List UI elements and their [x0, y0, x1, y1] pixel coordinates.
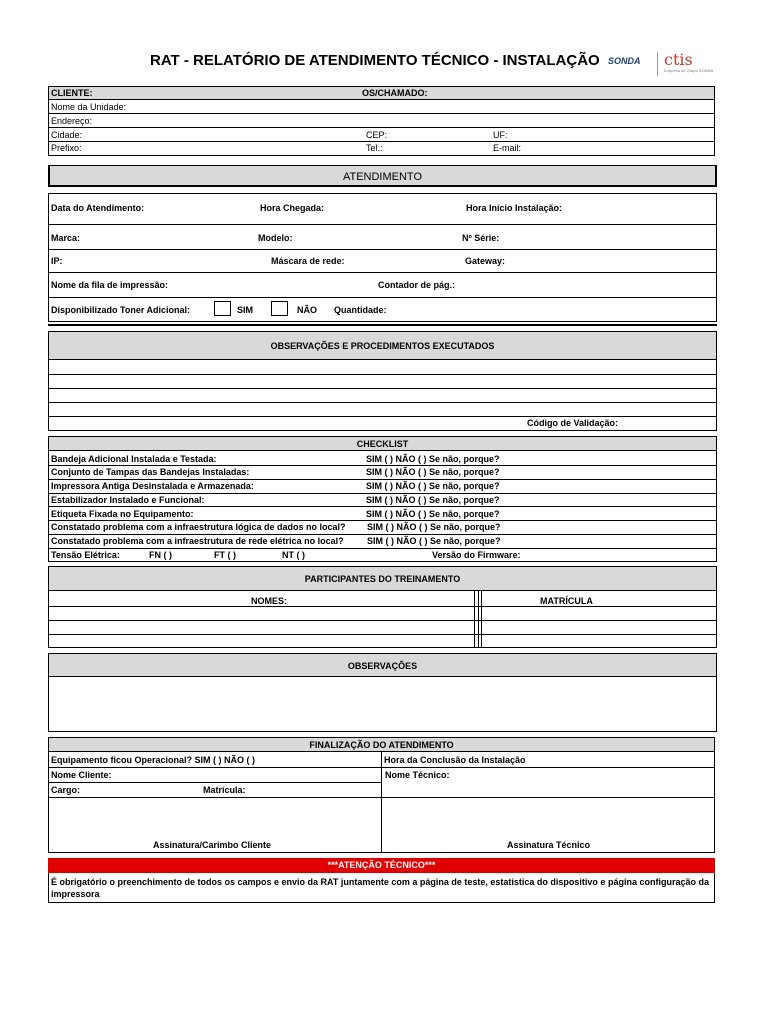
page-title: RAT - RELATÓRIO DE ATENDIMENTO TÉCNICO - INSTALAÇÃO — [150, 52, 600, 69]
checklist-item-options[interactable]: SIM ( ) NÃO ( ) Se não, porque? — [366, 454, 500, 464]
registration-column-header: MATRÍCULA — [540, 596, 593, 606]
date-label: Data do Atendimento: — [51, 203, 145, 213]
ft-field[interactable]: FT ( ) — [214, 550, 236, 560]
prefix-label: Prefixo: — [51, 143, 82, 153]
checklist-item-options[interactable]: SIM ( ) NÃO ( ) Se não, porque? — [366, 481, 500, 491]
quantity-label: Quantidade: — [334, 305, 387, 315]
toner-no-label: NÃO — [297, 305, 317, 315]
checklist-item-label: Conjunto de Tampas das Bandejas Instaladas: — [51, 467, 250, 477]
checklist-header: CHECKLIST — [48, 436, 717, 451]
observations-textarea[interactable] — [48, 677, 717, 732]
position-label: Cargo: — [51, 785, 80, 795]
attention-text: É obrigatório o preenchimento de todos os campos e envio da RAT juntamente com a página de teste, estatística do dispositivo e página configuração da impressora — [51, 877, 709, 899]
finalization-header: FINALIZAÇÃO DO ATENDIMENTO — [48, 737, 715, 752]
client-name-label: Nome Cliente: — [51, 770, 112, 780]
checklist-item-options[interactable]: SIM ( ) NÃO ( ) Se não, porque? — [366, 495, 500, 505]
page-counter-label: Contador de pág.: — [378, 280, 455, 290]
install-start-label: Hora Início Instalação: — [466, 203, 563, 213]
gateway-label: Gateway: — [465, 256, 506, 266]
netmask-label: Máscara de rede: — [271, 256, 345, 266]
uf-label: UF: — [493, 130, 508, 140]
logo-divider — [657, 52, 658, 76]
brand-label: Marca: — [51, 233, 81, 243]
nt-field[interactable]: NT ( ) — [282, 550, 305, 560]
checklist-item-options[interactable]: SIM ( ) NÃO ( ) Se não, porque? — [367, 536, 501, 546]
operational-question[interactable]: Equipamento ficou Operacional? SIM ( ) NÃO ( ) — [51, 755, 256, 765]
sonda-logo: SONDA — [608, 56, 641, 66]
model-label: Modelo: — [258, 233, 293, 243]
checklist-item-label: Bandeja Adicional Instalada e Testada: — [51, 454, 217, 464]
technician-signature-label: Assinatura Técnico — [507, 840, 591, 850]
address-label: Endereço: — [51, 116, 93, 126]
tel-label: Tel.: — [366, 143, 383, 153]
os-label: OS/CHAMADO: — [362, 88, 428, 98]
conclusion-time-label: Hora da Conclusão da Instalação — [384, 755, 526, 765]
unit-name-label: Nome da Unidade: — [51, 102, 127, 112]
arrival-time-label: Hora Chegada: — [260, 203, 325, 213]
procedures-header: OBSERVAÇÕES E PROCEDIMENTOS EXECUTADOS — [48, 331, 717, 360]
checklist-item-options[interactable]: SIM ( ) NÃO ( ) Se não, porque? — [366, 509, 500, 519]
training-header: PARTICIPANTES DO TREINAMENTO — [48, 566, 717, 591]
toner-label: Disponibilizado Toner Adicional: — [51, 305, 190, 315]
toner-yes-label: SIM — [237, 305, 254, 315]
technician-name-label: Nome Técnico: — [385, 770, 450, 780]
checklist-item-options[interactable]: SIM ( ) NÃO ( ) Se não, porque? — [367, 522, 501, 532]
observations-header: OBSERVAÇÕES — [48, 653, 717, 677]
checklist-item-options[interactable]: SIM ( ) NÃO ( ) Se não, porque? — [366, 467, 500, 477]
ip-label: IP: — [51, 256, 63, 266]
checklist-item-label: Etiqueta Fixada no Equipamento: — [51, 509, 194, 519]
firmware-label: Versão do Firmware: — [432, 550, 521, 560]
checklist-item-label: Impressora Antiga Desinstalada e Armazenada: — [51, 481, 254, 491]
atendimento-header: ATENDIMENTO — [48, 165, 717, 187]
print-queue-label: Nome da fila de impressão: — [51, 280, 169, 290]
cep-label: CEP: — [366, 130, 388, 140]
ctis-logo: ctis — [664, 50, 693, 69]
checklist-item-label: Constatado problema com a infraestrutura de rede elétrica no local? — [51, 536, 344, 546]
validation-code-label: Código de Validação: — [527, 418, 619, 428]
voltage-label: Tensão Elétrica: — [51, 550, 120, 560]
city-label: Cidade: — [51, 130, 83, 140]
names-column-header: NOMES: — [251, 596, 287, 606]
email-label: E-mail: — [493, 143, 522, 153]
toner-yes-checkbox[interactable] — [214, 301, 231, 316]
serial-label: Nº Série: — [462, 233, 500, 243]
client-signature-label: Assinatura/Carimbo Cliente — [153, 840, 272, 850]
client-label: CLIENTE: — [51, 88, 93, 98]
attention-banner: ***ATENÇÃO TÉCNICO*** — [48, 858, 715, 873]
toner-no-checkbox[interactable] — [271, 301, 288, 316]
checklist-item-label: Constatado problema com a infraestrutura lógica de dados no local? — [51, 522, 346, 532]
checklist-item-label: Estabilizador Instalado e Funcional: — [51, 495, 205, 505]
fn-field[interactable]: FN ( ) — [149, 550, 172, 560]
atendimento-block — [48, 193, 717, 322]
ctis-logo-subtitle: Empresa do Grupo SONDA — [664, 68, 714, 73]
registration-label: Matrícula: — [203, 785, 246, 795]
